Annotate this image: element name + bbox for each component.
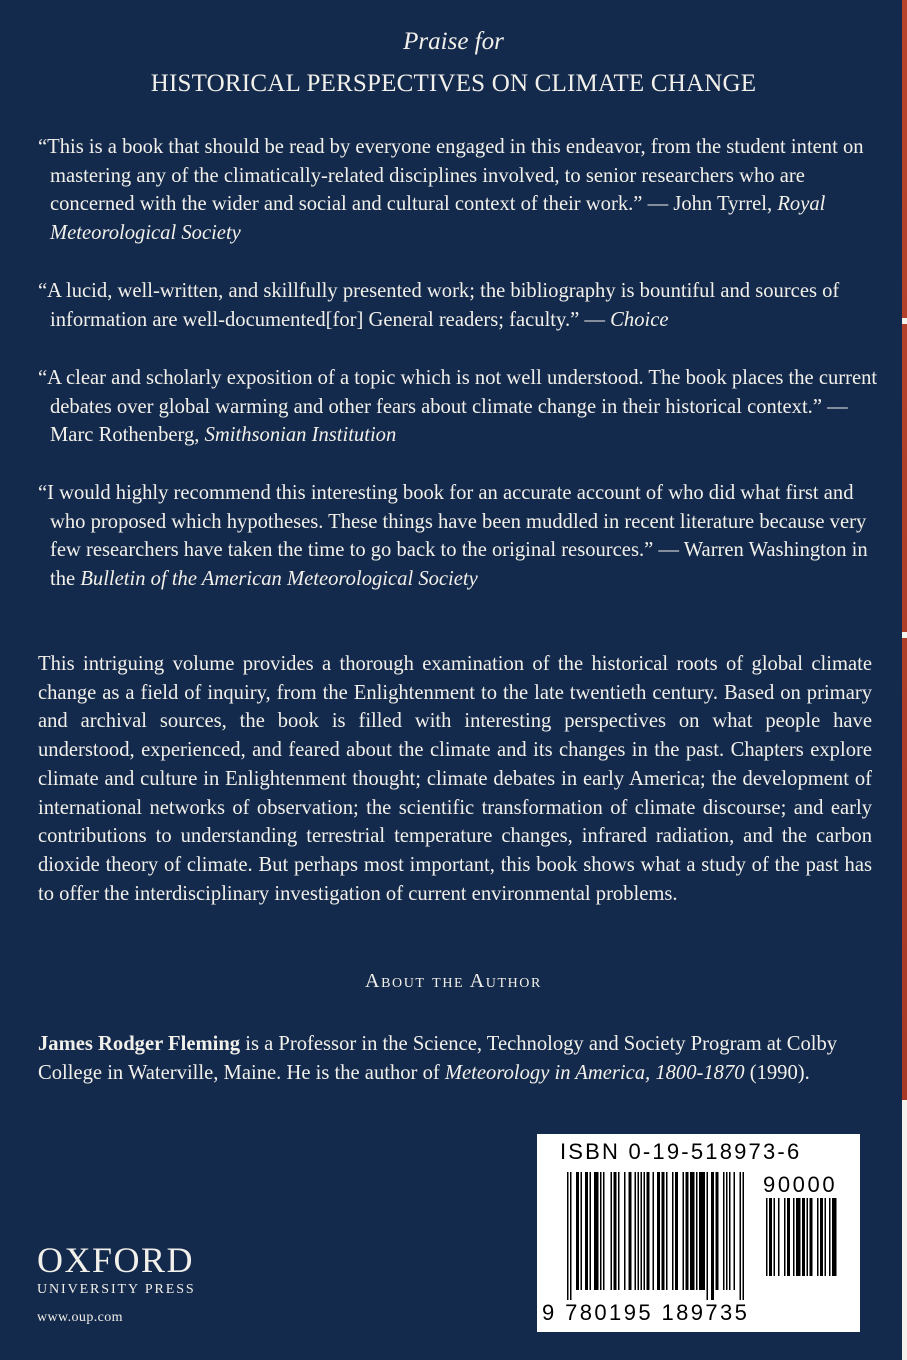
barcode-bar: [774, 1198, 776, 1276]
praise-label: Praise for: [403, 28, 504, 55]
barcode-bar: [614, 1172, 617, 1290]
barcode-bar: [829, 1198, 831, 1276]
barcode-bar: [635, 1172, 637, 1290]
barcode-bar: [807, 1198, 809, 1276]
quote-text: “I would highly recommend this interesting book for an accurate account of who did what first and who proposed which hypotheses. These things have been muddled in recent literature because very few researchers have taken the time to go back to the original resources.” — Warren Washington in the: [38, 482, 868, 590]
barcode-bar: [696, 1172, 698, 1290]
barcode-bar: [567, 1172, 569, 1300]
barcode-bar: [820, 1198, 823, 1276]
barcode-bar: [585, 1172, 588, 1290]
ean-digits: 9 780195 189735: [542, 1300, 750, 1325]
barcode-bar: [683, 1172, 685, 1290]
quote-washington: [38, 479, 880, 593]
publisher-name: OXFORD: [37, 1240, 195, 1280]
barcode-bar: [734, 1172, 736, 1290]
price-code: 90000: [763, 1172, 838, 1197]
barcode-bar: [647, 1172, 650, 1290]
bio-text-2: (1990).: [744, 1061, 810, 1084]
barcode-bar: [810, 1198, 813, 1276]
author-bio: [38, 1030, 872, 1087]
about-author-heading: About the Author: [365, 970, 542, 992]
quote-text: “A lucid, well-written, and skillfully presented work; the bibliography is bountiful and sources of information are well-documented[for] General readers; faculty.” —: [38, 280, 840, 331]
barcode-bar: [594, 1172, 599, 1290]
isbn-barcode: [537, 1134, 860, 1332]
barcode-bar: [690, 1172, 695, 1290]
barcode-bar: [726, 1172, 728, 1290]
barcode-bar: [638, 1172, 640, 1290]
barcode-bars: [567, 1172, 762, 1302]
barcode-bar: [740, 1172, 742, 1300]
barcode-bar: [590, 1172, 592, 1290]
quote-source: Bulletin of the American Meteorological Society: [80, 567, 478, 590]
barcode-bar: [802, 1198, 805, 1276]
barcode-bar: [576, 1172, 579, 1290]
bio-text-1: is a Professor in the Science, Technology and Society Program at Colby College in Waterville, Maine. He is the author of: [38, 1033, 838, 1084]
barcode-bar: [699, 1172, 705, 1290]
barcode-bar: [675, 1172, 678, 1290]
barcode-bar: [817, 1198, 819, 1276]
barcode-bar: [707, 1172, 709, 1300]
quote-source: Smithsonian Institution: [204, 424, 397, 446]
barcode-bar: [832, 1198, 837, 1276]
quote-source: Choice: [610, 308, 669, 331]
author-name: James Rodger Fleming: [38, 1033, 241, 1055]
barcode-bar: [716, 1172, 719, 1290]
barcode-bar: [711, 1172, 714, 1300]
quote-text: “This is a book that should be read by everyone engaged in this endeavor, from the student intent on mastering any of the climatically-related disciplines involved, to senior researchers who are concerned with the wider and social and cultural context of their work.” — John Tyrrel,: [38, 136, 864, 215]
barcode-bar: [743, 1172, 745, 1300]
barcode-bar: [618, 1172, 620, 1290]
barcode-bar: [787, 1198, 790, 1276]
quote-rothenberg: [38, 364, 880, 450]
quote-text: “A clear and scholarly exposition of a topic which is not well understood. The book places the current debates over global warming and other fears about climate change in their historical context.” — Marc Rothenberg,: [38, 367, 878, 446]
spine-edge-strip: [902, 0, 907, 1360]
barcode-bar: [729, 1172, 731, 1290]
barcode-bar: [641, 1172, 643, 1290]
barcode-bar: [825, 1198, 827, 1276]
previous-book-title: Meteorology in America, 1800-1870: [444, 1061, 745, 1084]
barcode-bar: [629, 1172, 632, 1290]
quote-choice: [38, 277, 880, 334]
barcode-bar: [570, 1172, 572, 1300]
barcode-bar: [793, 1198, 795, 1276]
quote-tyrrel: [38, 133, 880, 247]
barcode-bar: [653, 1172, 655, 1290]
barcode-bar: [769, 1198, 772, 1276]
barcode-bar: [624, 1172, 626, 1290]
barcode-bar: [666, 1172, 668, 1290]
barcode-bar: [723, 1172, 725, 1290]
isbn-label: ISBN 0-19-518973-6: [560, 1139, 802, 1164]
barcode-bar: [662, 1172, 665, 1290]
publisher-url: www.oup.com: [37, 1310, 123, 1325]
barcode-bar: [686, 1172, 689, 1290]
publisher-logo: [37, 1242, 237, 1298]
barcode-bar: [796, 1198, 801, 1276]
publisher-subtitle: UNIVERSITY PRESS: [37, 1282, 196, 1297]
quote-source: Royal Meteorological Society: [50, 193, 826, 244]
barcode-bar: [657, 1172, 660, 1290]
barcode-bar: [581, 1172, 583, 1290]
book-description: This intriguing volume provides a thorough examination of the historical roots of global climate change as a field of inquiry, from the Enlightenment to the late twentieth century. Based on primary and archival sources, the book is filled with interesting perspectives on what people have understood, experienced, and feared about the climate and its changes in the past. Chapters explore climate and culture in Enlightenment thought; climate debates in early America; the development of international networks of observation; the scientific transformation of climate discourse; and early contributions to understanding terrestrial temperature changes, infrared radiation, and the carbon dioxide theory of climate. But perhaps most important, this book shows what a study of the past has to offer the interdisciplinary investigation of current environmental problems.: [38, 653, 872, 905]
barcode-bar: [672, 1172, 674, 1290]
barcode-bar: [784, 1198, 786, 1276]
barcode-bar: [778, 1198, 780, 1276]
price-barcode-bars: [766, 1198, 858, 1278]
barcode-bar: [611, 1172, 613, 1290]
barcode-bar: [644, 1172, 646, 1290]
barcode-bar: [603, 1172, 605, 1290]
book-title: HISTORICAL PERSPECTIVES ON CLIMATE CHANGE: [150, 70, 757, 97]
barcode-bar: [766, 1198, 768, 1276]
barcode-bar: [600, 1172, 602, 1290]
